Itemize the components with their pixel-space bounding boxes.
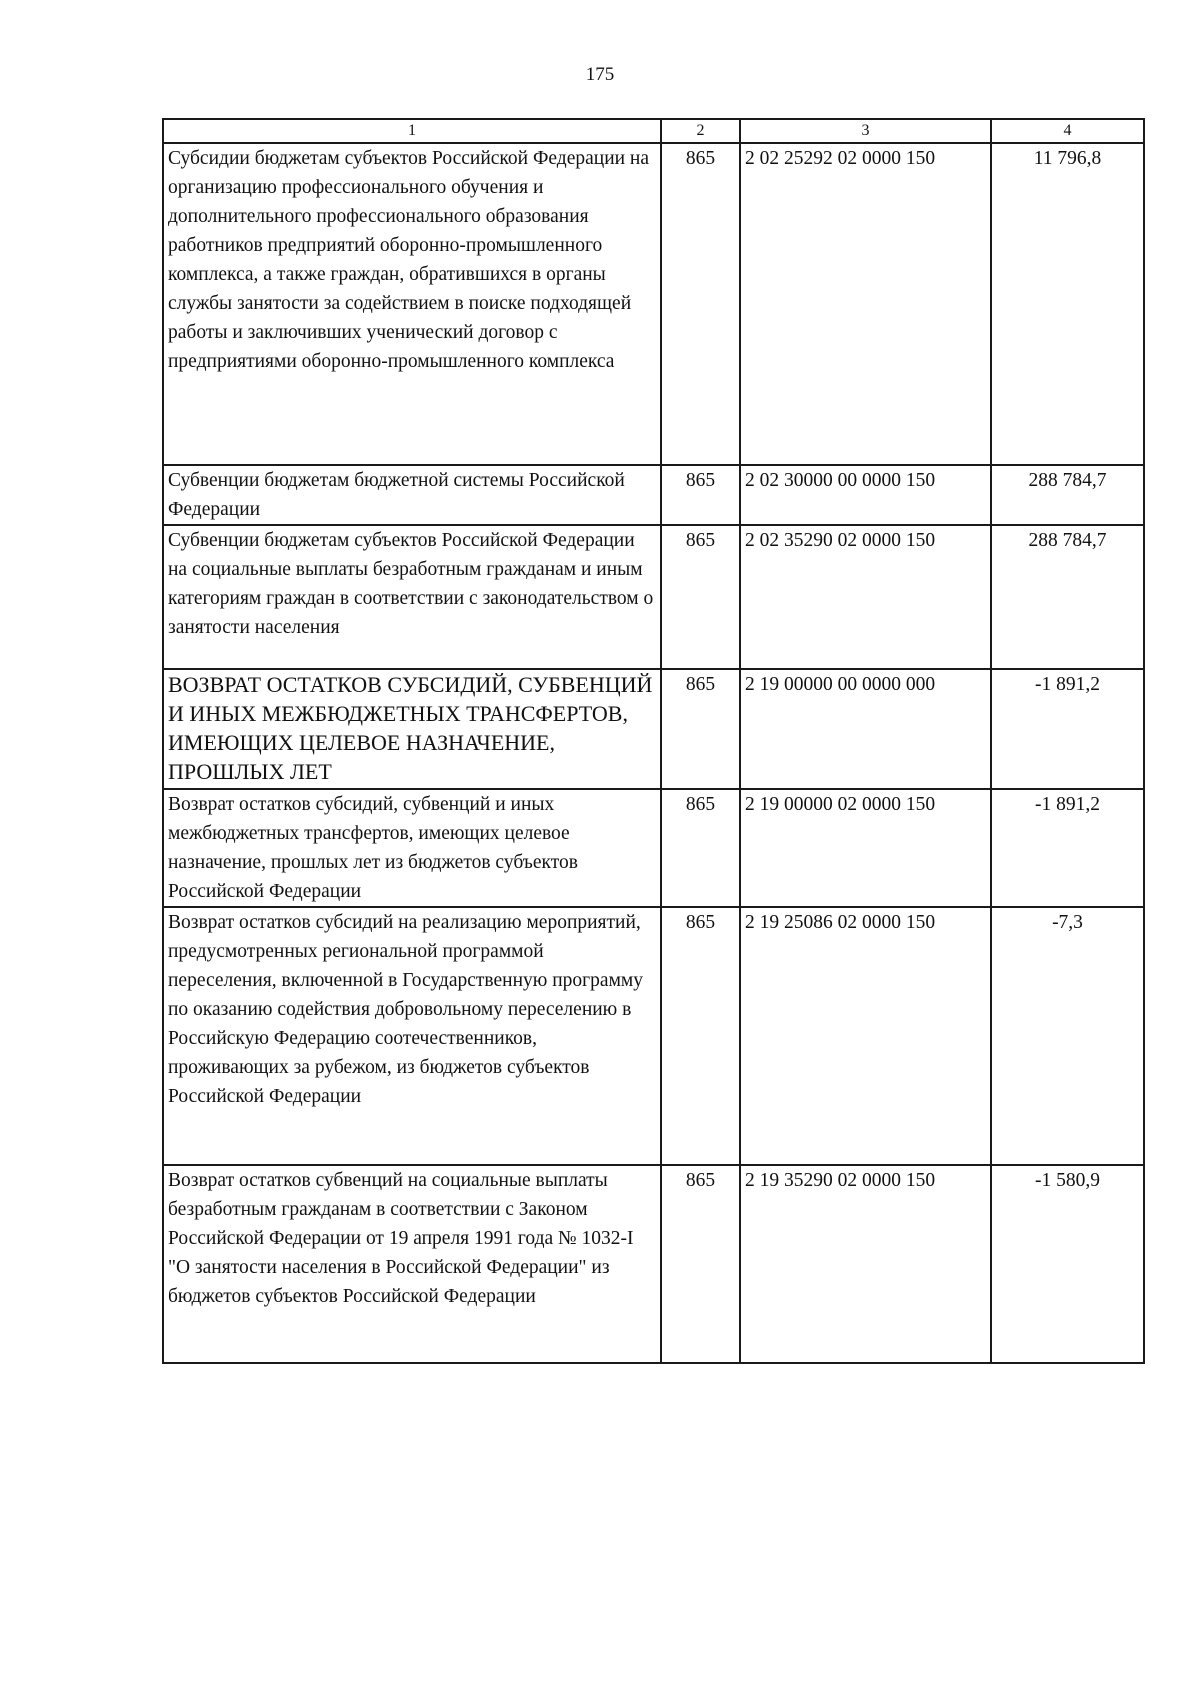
row-description: ВОЗВРАТ ОСТАТКОВ СУБСИДИЙ, СУБВЕНЦИЙ И ИНЫХ МЕЖБЮДЖЕТНЫХ ТРАНСФЕРТОВ, ИМЕЮЩИХ ЦЕЛЕВОЕ НАЗНАЧЕНИЕ, ПРОШЛЫХ ЛЕТ: [163, 669, 661, 789]
row-admin-code: 865: [661, 907, 740, 1165]
column-header-2: 2: [661, 119, 740, 143]
row-description: Возврат остатков субсидий, субвенций и иных межбюджетных трансфертов, имеющих целевое назначение, прошлых лет из бюджетов субъектов Российской Федерации: [163, 789, 661, 907]
row-admin-code: 865: [661, 465, 740, 525]
row-admin-code: 865: [661, 669, 740, 789]
row-amount: 11 796,8: [991, 143, 1144, 465]
table-row: [163, 669, 1144, 789]
column-number-row: [163, 119, 1144, 143]
table-row: [163, 789, 1144, 907]
row-description: Субвенции бюджетам бюджетной системы Российской Федерации: [163, 465, 661, 525]
table-row: [163, 143, 1144, 465]
row-amount: -1 891,2: [991, 669, 1144, 789]
row-revenue-code: 2 19 35290 02 0000 150: [740, 1165, 991, 1363]
table-row: [163, 465, 1144, 525]
row-description: Возврат остатков субсидий на реализацию мероприятий, предусмотренных региональной программой переселения, включенной в Государственную программу по оказанию содействия добровольному переселению в Российскую Федерацию соотечественников, проживающих за рубежом, из бюджетов субъектов Российской Федерации: [163, 907, 661, 1165]
row-amount: -7,3: [991, 907, 1144, 1165]
row-amount: -1 580,9: [991, 1165, 1144, 1363]
column-header-1: 1: [163, 119, 661, 143]
row-amount: 288 784,7: [991, 465, 1144, 525]
row-revenue-code: 2 02 25292 02 0000 150: [740, 143, 991, 465]
row-description: Субсидии бюджетам субъектов Российской Федерации на организацию профессионального обучения и дополнительного профессионального образования работников предприятий оборонно-промышленного комплекса, а также граждан, обратившихся в органы службы занятости за содействием в поиске подходящей работы и заключивших ученический договор с предприятиями оборонно-промышленного комплекса: [163, 143, 661, 465]
table-row: [163, 525, 1144, 669]
row-description: Субвенции бюджетам субъектов Российской Федерации на социальные выплаты безработным гражданам и иным категориям граждан в соответствии с законодательством о занятости населения: [163, 525, 661, 669]
page-number: 175: [585, 64, 615, 85]
column-header-4: 4: [991, 119, 1144, 143]
row-admin-code: 865: [661, 143, 740, 465]
table-row: [163, 1165, 1144, 1363]
row-amount: 288 784,7: [991, 525, 1144, 669]
revenue-table: [162, 118, 1145, 1364]
row-description: Возврат остатков субвенций на социальные выплаты безработным гражданам в соответствии с Законом Российской Федерации от 19 апреля 1991 года № 1032-I "О занятости населения в Российской Федерации" из бюджетов субъектов Российской Федерации: [163, 1165, 661, 1363]
row-admin-code: 865: [661, 1165, 740, 1363]
column-header-3: 3: [740, 119, 991, 143]
row-amount: -1 891,2: [991, 789, 1144, 907]
row-revenue-code: 2 19 00000 00 0000 000: [740, 669, 991, 789]
row-revenue-code: 2 02 35290 02 0000 150: [740, 525, 991, 669]
row-revenue-code: 2 02 30000 00 0000 150: [740, 465, 991, 525]
row-revenue-code: 2 19 00000 02 0000 150: [740, 789, 991, 907]
table-row: [163, 907, 1144, 1165]
row-admin-code: 865: [661, 789, 740, 907]
row-admin-code: 865: [661, 525, 740, 669]
row-revenue-code: 2 19 25086 02 0000 150: [740, 907, 991, 1165]
